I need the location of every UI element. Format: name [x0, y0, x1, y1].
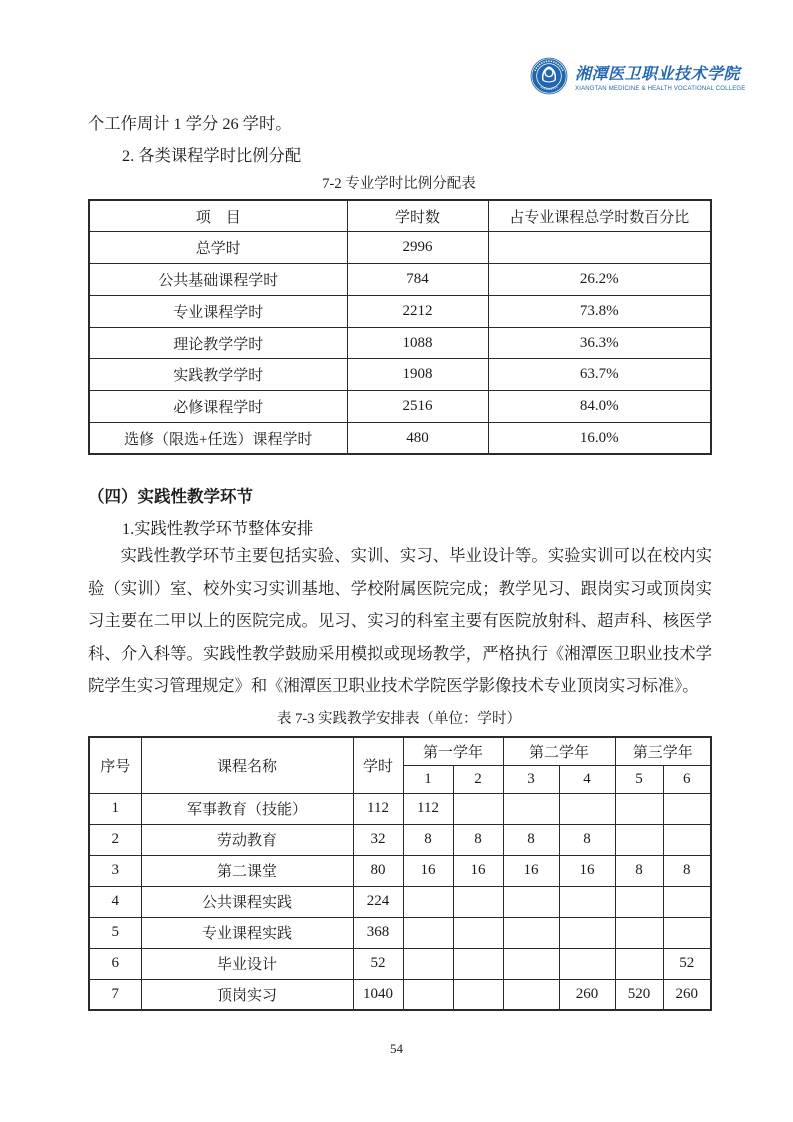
table2-cell-seq: 3	[89, 855, 141, 886]
table2-col-year1: 第一学年	[403, 737, 503, 765]
table1-header-row	[89, 200, 711, 232]
table2-cell-hours: 80	[353, 855, 403, 886]
table1-col-hours: 学时数	[347, 200, 488, 232]
section4-paragraph: 实践性教学环节主要包括实验、实训、实习、毕业设计等。实验实训可以在校内实验（实训）室、校外实习实训基地、学校附属医院完成；教学见习、跟岗实习或顶岗实习主要在二甲以上的医院完成。见习、实习的科室主要有医院放射科、超声科、核医学科、介入科等。实践性教学鼓励采用模拟或现场教学，严格执行《湘潭医卫职业技术学院学生实习管理规定》和《湘潭医卫职业技术学院医学影像技术专业顶岗实习标准》。	[88, 546, 712, 696]
table2-cell-semester	[453, 979, 503, 1010]
table1-row	[89, 359, 711, 391]
table2-row	[89, 979, 711, 1010]
table2-cell-semester	[453, 793, 503, 824]
section4-subheading: 1.实践性教学环节整体安排	[122, 519, 314, 538]
table1-cell: 理论教学学时	[89, 327, 347, 359]
table1-cell: 2516	[347, 391, 488, 423]
table1-cell: 总学时	[89, 232, 347, 264]
table2-cell-semester	[559, 948, 615, 979]
table1-row	[89, 327, 711, 359]
table1-cell: 63.7%	[488, 359, 711, 391]
table1-caption: 7-2 专业学时比例分配表	[322, 176, 476, 192]
table2-cell-semester	[453, 948, 503, 979]
page-number: 54	[390, 1041, 403, 1056]
table2-header	[89, 737, 711, 793]
table2-cell-semester	[615, 948, 663, 979]
table1-cell: 480	[347, 423, 488, 455]
table1-cell: 73.8%	[488, 295, 711, 327]
table1-cell: 1908	[347, 359, 488, 391]
table1-cell: 16.0%	[488, 423, 711, 455]
table2-cell-semester: 16	[559, 855, 615, 886]
table1-row	[89, 423, 711, 455]
list-item-2: 2. 各类课程学时比例分配	[122, 146, 302, 165]
table1-cell: 784	[347, 264, 488, 296]
table2-cell-seq: 6	[89, 948, 141, 979]
table2-cell-seq: 2	[89, 824, 141, 855]
table2-cell-semester: 8	[663, 855, 711, 886]
table1-row	[89, 264, 711, 296]
table2-row	[89, 886, 711, 917]
table1-cell: 必修课程学时	[89, 391, 347, 423]
table2-cell-semester: 16	[403, 855, 453, 886]
table2-cell-semester	[403, 917, 453, 948]
table2-cell-semester: 8	[559, 824, 615, 855]
table2-cell-course: 第二课堂	[141, 855, 353, 886]
table1-cell: 公共基础课程学时	[89, 264, 347, 296]
table2-row	[89, 948, 711, 979]
table2-caption: 表 7-3 实践教学安排表（单位：学时）	[276, 711, 522, 727]
table2-cell-course: 公共课程实践	[141, 886, 353, 917]
table2-cell-semester: 16	[453, 855, 503, 886]
table2-cell-semester: 260	[663, 979, 711, 1010]
table2-col-sem1: 1	[403, 765, 453, 793]
table2-cell-semester: 16	[503, 855, 559, 886]
table2-cell-semester	[403, 886, 453, 917]
table2-cell-seq: 7	[89, 979, 141, 1010]
table2-cell-semester	[663, 824, 711, 855]
table2-cell-hours: 1040	[353, 979, 403, 1010]
table2-cell-course: 专业课程实践	[141, 917, 353, 948]
table2-cell-semester	[559, 793, 615, 824]
table2-cell-hours: 368	[353, 917, 403, 948]
table2-cell-semester: 520	[615, 979, 663, 1010]
college-name-zh: 湘潭医卫职业技术学院	[575, 65, 741, 83]
table1-cell: 2212	[347, 295, 488, 327]
table2-cell-semester	[663, 793, 711, 824]
table1-row	[89, 295, 711, 327]
table2-cell-semester	[663, 886, 711, 917]
table1-body	[89, 232, 711, 455]
table2-cell-hours: 224	[353, 886, 403, 917]
table2-cell-semester	[559, 886, 615, 917]
table2-cell-semester	[453, 886, 503, 917]
table2-cell-semester	[503, 948, 559, 979]
table2-cell-semester	[503, 886, 559, 917]
table2-cell-course: 顶岗实习	[141, 979, 353, 1010]
table2-cell-seq: 1	[89, 793, 141, 824]
table2-header-row1	[89, 737, 711, 765]
table2-cell-semester: 8	[615, 855, 663, 886]
table2-cell-semester	[453, 917, 503, 948]
section4-heading: （四）实践性教学环节	[88, 488, 253, 506]
table2-col-year2: 第二学年	[503, 737, 615, 765]
table1-cell: 专业课程学时	[89, 295, 347, 327]
table2-cell-hours: 52	[353, 948, 403, 979]
table1-cell: 26.2%	[488, 264, 711, 296]
table2-cell-semester	[503, 917, 559, 948]
table1-row	[89, 232, 711, 264]
table2-body	[89, 793, 711, 1010]
table2-cell-hours: 32	[353, 824, 403, 855]
table2-cell-semester	[663, 917, 711, 948]
table2-cell-semester: 112	[403, 793, 453, 824]
table2-col-sem5: 5	[615, 765, 663, 793]
table2-col-hours: 学时	[353, 737, 403, 793]
college-name-block	[575, 61, 745, 92]
intro-line: 个工作周计 1 学分 26 学时。	[88, 114, 292, 133]
table1-cell: 2996	[347, 232, 488, 264]
table2-col-seq: 序号	[89, 737, 141, 793]
college-name-en: XIANGTAN MEDICINE & HEALTH VOCATIONAL COLLEGE	[575, 85, 746, 92]
table1-cell: 实践教学学时	[89, 359, 347, 391]
table2-row	[89, 855, 711, 886]
table2-row	[89, 824, 711, 855]
table2-cell-semester	[503, 979, 559, 1010]
table2-cell-semester	[559, 917, 615, 948]
table1-row	[89, 391, 711, 423]
table2-cell-semester	[403, 979, 453, 1010]
table2-col-sem2: 2	[453, 765, 503, 793]
table-hour-ratio	[88, 199, 712, 455]
table2-cell-semester	[615, 886, 663, 917]
table2-cell-hours: 112	[353, 793, 403, 824]
table2-col-sem3: 3	[503, 765, 559, 793]
table2-col-sem4: 4	[559, 765, 615, 793]
table2-cell-semester: 8	[453, 824, 503, 855]
table2-col-sem6: 6	[663, 765, 711, 793]
table2-cell-semester	[615, 824, 663, 855]
table2-cell-course: 军事教育（技能）	[141, 793, 353, 824]
table1-cell: 36.3%	[488, 327, 711, 359]
table2-col-course: 课程名称	[141, 737, 353, 793]
college-emblem-icon	[530, 57, 568, 95]
table2-cell-semester: 52	[663, 948, 711, 979]
table1-cell: 1088	[347, 327, 488, 359]
table2-cell-semester: 8	[503, 824, 559, 855]
table2-row	[89, 793, 711, 824]
table2-col-year3: 第三学年	[615, 737, 711, 765]
table2-cell-semester: 260	[559, 979, 615, 1010]
table1-cell: 84.0%	[488, 391, 711, 423]
college-logo	[530, 57, 745, 95]
table2-cell-course: 劳动教育	[141, 824, 353, 855]
table1-header	[89, 200, 711, 232]
table1-col-percent: 占专业课程总学时数百分比	[488, 200, 711, 232]
table1-cell	[488, 232, 711, 264]
table2-cell-seq: 5	[89, 917, 141, 948]
table2-cell-seq: 4	[89, 886, 141, 917]
table2-cell-course: 毕业设计	[141, 948, 353, 979]
table1-cell: 选修（限选+任选）课程学时	[89, 423, 347, 455]
table1-col-item: 项 目	[89, 200, 347, 232]
table2-cell-semester: 8	[403, 824, 453, 855]
table2-cell-semester	[615, 793, 663, 824]
table2-cell-semester	[503, 793, 559, 824]
table2-cell-semester	[615, 917, 663, 948]
table2-cell-semester	[403, 948, 453, 979]
table-practice-schedule	[88, 736, 712, 1011]
table2-row	[89, 917, 711, 948]
